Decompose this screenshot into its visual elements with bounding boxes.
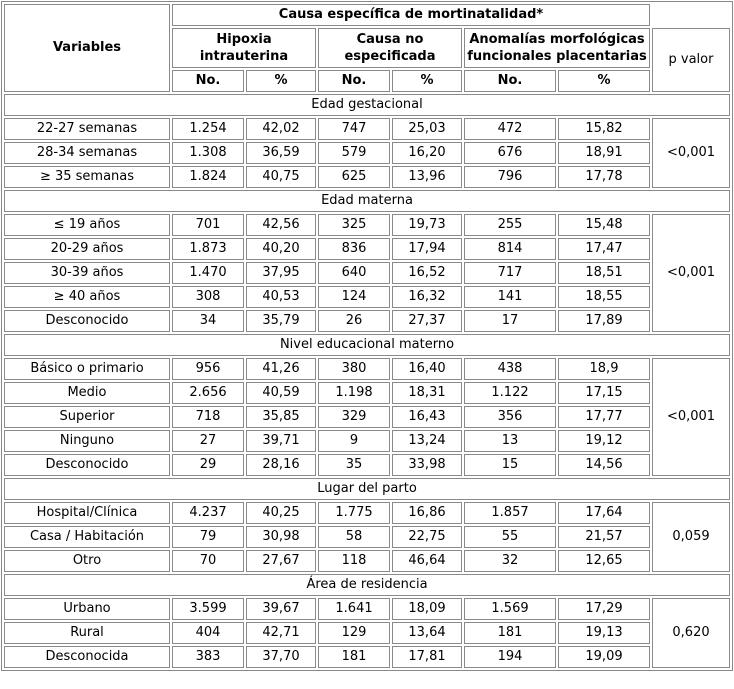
count-cell: 814 xyxy=(464,238,556,260)
count-cell: 35 xyxy=(318,454,390,476)
count-cell: 1.824 xyxy=(172,166,244,188)
percent-cell: 17,89 xyxy=(558,310,650,332)
count-cell: 129 xyxy=(318,622,390,644)
row-label: Hospital/Clínica xyxy=(4,502,170,524)
table-container xyxy=(1,1,733,671)
count-cell: 124 xyxy=(318,286,390,308)
section-title: Lugar del parto xyxy=(4,478,730,500)
section-row xyxy=(4,334,730,356)
percent-cell: 22,75 xyxy=(392,526,462,548)
table-row xyxy=(4,646,730,668)
count-cell: 1.569 xyxy=(464,598,556,620)
count-cell: 70 xyxy=(172,550,244,572)
percent-cell: 14,56 xyxy=(558,454,650,476)
table-row xyxy=(4,454,730,476)
table-row xyxy=(4,550,730,572)
percent-cell: 18,91 xyxy=(558,142,650,164)
row-label: Urbano xyxy=(4,598,170,620)
count-cell: 181 xyxy=(318,646,390,668)
percent-cell: 27,37 xyxy=(392,310,462,332)
count-cell: 3.599 xyxy=(172,598,244,620)
percent-cell: 17,15 xyxy=(558,382,650,404)
count-cell: 701 xyxy=(172,214,244,236)
row-label: 20-29 años xyxy=(4,238,170,260)
percent-cell: 19,09 xyxy=(558,646,650,668)
section-title: Edad materna xyxy=(4,190,730,212)
count-cell: 308 xyxy=(172,286,244,308)
count-cell: 58 xyxy=(318,526,390,548)
p-value-header: p valor xyxy=(652,28,730,92)
p-value-cell: <0,001 xyxy=(652,358,730,476)
percent-cell: 19,73 xyxy=(392,214,462,236)
table-row xyxy=(4,118,730,140)
variables-header: Variables xyxy=(4,4,170,92)
count-cell: 404 xyxy=(172,622,244,644)
cause-header: Causa específica de mortinatalidad* xyxy=(172,4,650,26)
row-label: Ninguno xyxy=(4,430,170,452)
percent-cell: 16,40 xyxy=(392,358,462,380)
percent-cell: 13,64 xyxy=(392,622,462,644)
row-label: ≥ 40 años xyxy=(4,286,170,308)
count-cell: 1.775 xyxy=(318,502,390,524)
percent-cell: 37,95 xyxy=(246,262,316,284)
count-cell: 2.656 xyxy=(172,382,244,404)
percent-cell: 18,31 xyxy=(392,382,462,404)
percent-cell: 33,98 xyxy=(392,454,462,476)
count-cell: 438 xyxy=(464,358,556,380)
pct-header: % xyxy=(392,70,462,92)
row-label: Otro xyxy=(4,550,170,572)
percent-cell: 40,20 xyxy=(246,238,316,260)
percent-cell: 39,71 xyxy=(246,430,316,452)
no-header: No. xyxy=(318,70,390,92)
percent-cell: 17,29 xyxy=(558,598,650,620)
count-cell: 836 xyxy=(318,238,390,260)
section-row xyxy=(4,190,730,212)
row-label: 30-39 años xyxy=(4,262,170,284)
section-row xyxy=(4,94,730,116)
count-cell: 26 xyxy=(318,310,390,332)
percent-cell: 35,85 xyxy=(246,406,316,428)
percent-cell: 15,48 xyxy=(558,214,650,236)
count-cell: 356 xyxy=(464,406,556,428)
count-cell: 13 xyxy=(464,430,556,452)
count-cell: 9 xyxy=(318,430,390,452)
row-label: Desconocida xyxy=(4,646,170,668)
row-label: 28-34 semanas xyxy=(4,142,170,164)
percent-cell: 42,02 xyxy=(246,118,316,140)
count-cell: 1.198 xyxy=(318,382,390,404)
percent-cell: 28,16 xyxy=(246,454,316,476)
count-cell: 329 xyxy=(318,406,390,428)
count-cell: 640 xyxy=(318,262,390,284)
count-cell: 194 xyxy=(464,646,556,668)
group-header-no-especificada: Causa no especificada xyxy=(318,28,462,68)
count-cell: 1.857 xyxy=(464,502,556,524)
table-row xyxy=(4,382,730,404)
section-row xyxy=(4,478,730,500)
percent-cell: 13,96 xyxy=(392,166,462,188)
percent-cell: 39,67 xyxy=(246,598,316,620)
percent-cell: 17,94 xyxy=(392,238,462,260)
percent-cell: 42,71 xyxy=(246,622,316,644)
count-cell: 29 xyxy=(172,454,244,476)
percent-cell: 40,75 xyxy=(246,166,316,188)
count-cell: 1.470 xyxy=(172,262,244,284)
count-cell: 255 xyxy=(464,214,556,236)
percent-cell: 42,56 xyxy=(246,214,316,236)
section-title: Edad gestacional xyxy=(4,94,730,116)
pct-header: % xyxy=(246,70,316,92)
count-cell: 956 xyxy=(172,358,244,380)
percent-cell: 19,13 xyxy=(558,622,650,644)
count-cell: 383 xyxy=(172,646,244,668)
count-cell: 1.122 xyxy=(464,382,556,404)
table-row xyxy=(4,502,730,524)
row-label: ≤ 19 años xyxy=(4,214,170,236)
row-label: Superior xyxy=(4,406,170,428)
percent-cell: 18,51 xyxy=(558,262,650,284)
section-title: Nivel educacional materno xyxy=(4,334,730,356)
table-row xyxy=(4,430,730,452)
count-cell: 118 xyxy=(318,550,390,572)
percent-cell: 17,64 xyxy=(558,502,650,524)
table-row xyxy=(4,358,730,380)
p-value-cell: 0,059 xyxy=(652,502,730,572)
table-row xyxy=(4,142,730,164)
count-cell: 1.873 xyxy=(172,238,244,260)
percent-cell: 25,03 xyxy=(392,118,462,140)
group-header-anomalias: Anomalías morfológicas funcionales placentarias xyxy=(464,28,650,68)
row-label: 22-27 semanas xyxy=(4,118,170,140)
stillbirth-cause-table xyxy=(1,1,733,671)
count-cell: 32 xyxy=(464,550,556,572)
percent-cell: 17,78 xyxy=(558,166,650,188)
table-row xyxy=(4,598,730,620)
count-cell: 718 xyxy=(172,406,244,428)
no-header: No. xyxy=(172,70,244,92)
percent-cell: 16,20 xyxy=(392,142,462,164)
count-cell: 15 xyxy=(464,454,556,476)
row-label: Rural xyxy=(4,622,170,644)
group-header-hipoxia: Hipoxia intrauterina xyxy=(172,28,316,68)
percent-cell: 17,47 xyxy=(558,238,650,260)
percent-cell: 18,9 xyxy=(558,358,650,380)
percent-cell: 16,86 xyxy=(392,502,462,524)
count-cell: 747 xyxy=(318,118,390,140)
percent-cell: 16,43 xyxy=(392,406,462,428)
table-row xyxy=(4,310,730,332)
percent-cell: 13,24 xyxy=(392,430,462,452)
count-cell: 34 xyxy=(172,310,244,332)
count-cell: 380 xyxy=(318,358,390,380)
percent-cell: 19,12 xyxy=(558,430,650,452)
count-cell: 17 xyxy=(464,310,556,332)
percent-cell: 18,55 xyxy=(558,286,650,308)
percent-cell: 37,70 xyxy=(246,646,316,668)
count-cell: 55 xyxy=(464,526,556,548)
percent-cell: 21,57 xyxy=(558,526,650,548)
percent-cell: 40,53 xyxy=(246,286,316,308)
count-cell: 1.308 xyxy=(172,142,244,164)
p-value-cell: <0,001 xyxy=(652,214,730,332)
percent-cell: 27,67 xyxy=(246,550,316,572)
count-cell: 1.641 xyxy=(318,598,390,620)
pct-header: % xyxy=(558,70,650,92)
count-cell: 4.237 xyxy=(172,502,244,524)
percent-cell: 17,77 xyxy=(558,406,650,428)
count-cell: 796 xyxy=(464,166,556,188)
count-cell: 579 xyxy=(318,142,390,164)
section-row xyxy=(4,574,730,596)
count-cell: 1.254 xyxy=(172,118,244,140)
table-row xyxy=(4,214,730,236)
row-label: Casa / Habitación xyxy=(4,526,170,548)
percent-cell: 16,52 xyxy=(392,262,462,284)
count-cell: 181 xyxy=(464,622,556,644)
row-label: Desconocido xyxy=(4,310,170,332)
section-title: Área de residencia xyxy=(4,574,730,596)
percent-cell: 35,79 xyxy=(246,310,316,332)
percent-cell: 40,25 xyxy=(246,502,316,524)
percent-cell: 30,98 xyxy=(246,526,316,548)
percent-cell: 18,09 xyxy=(392,598,462,620)
table-row xyxy=(4,166,730,188)
table-row xyxy=(4,238,730,260)
count-cell: 79 xyxy=(172,526,244,548)
percent-cell: 16,32 xyxy=(392,286,462,308)
no-header: No. xyxy=(464,70,556,92)
count-cell: 625 xyxy=(318,166,390,188)
count-cell: 325 xyxy=(318,214,390,236)
percent-cell: 17,81 xyxy=(392,646,462,668)
percent-cell: 40,59 xyxy=(246,382,316,404)
table-row xyxy=(4,622,730,644)
percent-cell: 41,26 xyxy=(246,358,316,380)
row-label: ≥ 35 semanas xyxy=(4,166,170,188)
row-label: Básico o primario xyxy=(4,358,170,380)
blank-header-cell xyxy=(652,4,730,26)
percent-cell: 46,64 xyxy=(392,550,462,572)
p-value-cell: 0,620 xyxy=(652,598,730,668)
percent-cell: 15,82 xyxy=(558,118,650,140)
percent-cell: 12,65 xyxy=(558,550,650,572)
table-row xyxy=(4,526,730,548)
row-label: Desconocido xyxy=(4,454,170,476)
table-row xyxy=(4,262,730,284)
row-label: Medio xyxy=(4,382,170,404)
count-cell: 27 xyxy=(172,430,244,452)
count-cell: 472 xyxy=(464,118,556,140)
table-row xyxy=(4,406,730,428)
count-cell: 676 xyxy=(464,142,556,164)
count-cell: 717 xyxy=(464,262,556,284)
p-value-cell: <0,001 xyxy=(652,118,730,188)
percent-cell: 36,59 xyxy=(246,142,316,164)
count-cell: 141 xyxy=(464,286,556,308)
table-row xyxy=(4,286,730,308)
